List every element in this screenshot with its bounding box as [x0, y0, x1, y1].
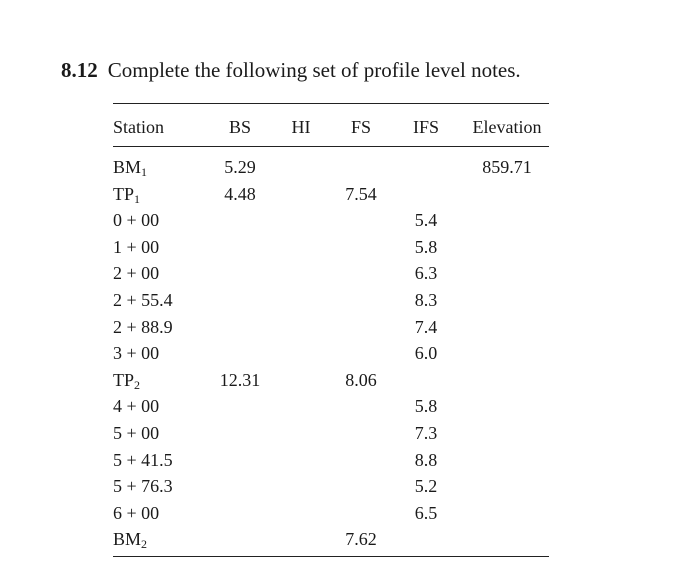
station-label: 5 + 00 [113, 423, 160, 443]
table-row [113, 393, 549, 419]
cell-fs: 7.54 [345, 183, 377, 204]
table-row [113, 260, 549, 286]
table-row [113, 207, 549, 233]
cell-station [113, 260, 159, 286]
header-station: Station [113, 117, 165, 137]
station-label: 5 + 76.3 [113, 476, 173, 497]
station-label: 2 + 55.4 [113, 290, 173, 310]
cell-station [113, 420, 159, 446]
table-bottom-rule [113, 556, 549, 557]
cell-ifs: 6.3 [414, 263, 438, 284]
cell-ifs: 6.0 [414, 343, 438, 364]
table-row [113, 500, 549, 526]
table-row [113, 340, 549, 366]
problem-heading [61, 58, 521, 83]
header-elevation: Elevation [472, 117, 542, 137]
station-subscript: 2 [141, 537, 148, 552]
cell-ifs: 5.8 [414, 236, 438, 257]
table-row [113, 473, 549, 499]
station-label: 4 + 00 [113, 396, 160, 417]
cell-station [113, 234, 159, 260]
station-subscript: 1 [141, 165, 148, 179]
table-header-rule [113, 146, 549, 147]
table-row [113, 314, 549, 340]
table-row [113, 287, 549, 313]
cell-station [113, 526, 147, 557]
station-label: TP [113, 183, 135, 204]
header-fs: FS [350, 117, 372, 137]
cell-station [113, 207, 159, 233]
cell-ifs: 7.4 [414, 316, 438, 337]
table-row [113, 367, 549, 393]
cell-station [113, 447, 173, 473]
table-header-row [113, 114, 549, 140]
cell-station [113, 287, 173, 313]
cell-ifs: 6.5 [414, 502, 438, 523]
station-label: BM [113, 529, 142, 550]
station-label: TP [113, 369, 135, 390]
station-label: 6 + 00 [113, 502, 160, 523]
table-row [113, 420, 549, 446]
station-subscript: 2 [134, 377, 141, 392]
table-row [113, 447, 549, 473]
table-row [113, 154, 549, 180]
cell-station [113, 314, 173, 340]
cell-ifs: 8.3 [414, 290, 438, 310]
station-label: 0 + 00 [113, 210, 160, 231]
problem-text: Complete the following set of profile level notes. [107, 58, 521, 82]
station-label: BM [113, 157, 142, 177]
cell-ifs: 7.3 [414, 423, 438, 443]
cell-bs: 5.29 [224, 157, 256, 177]
table-row [113, 181, 549, 207]
table-row [113, 526, 549, 552]
table-top-rule [113, 103, 549, 104]
station-label: 1 + 00 [113, 236, 160, 257]
cell-ifs: 5.4 [414, 210, 438, 231]
station-label: 5 + 41.5 [113, 449, 173, 470]
cell-bs: 4.48 [224, 183, 256, 204]
station-label: 3 + 00 [113, 343, 160, 364]
station-label: 2 + 00 [113, 263, 160, 284]
cell-station [113, 500, 159, 526]
cell-ifs: 5.2 [414, 476, 438, 497]
cell-bs: 12.31 [219, 369, 261, 390]
cell-fs: 7.62 [345, 529, 377, 550]
cell-ifs: 5.8 [414, 396, 438, 417]
header-hi: HI [291, 117, 311, 137]
cell-station [113, 393, 159, 419]
cell-station [113, 340, 159, 366]
problem-number: 8.12 [61, 58, 98, 82]
cell-elevation: 859.71 [482, 157, 532, 177]
table-row [113, 234, 549, 260]
cell-fs: 8.06 [345, 369, 377, 390]
cell-ifs: 8.8 [414, 449, 438, 470]
cell-station [113, 473, 173, 499]
station-label: 2 + 88.9 [113, 316, 173, 337]
header-bs: BS [228, 117, 252, 137]
header-ifs: IFS [412, 117, 439, 137]
station-subscript: 1 [134, 191, 141, 206]
